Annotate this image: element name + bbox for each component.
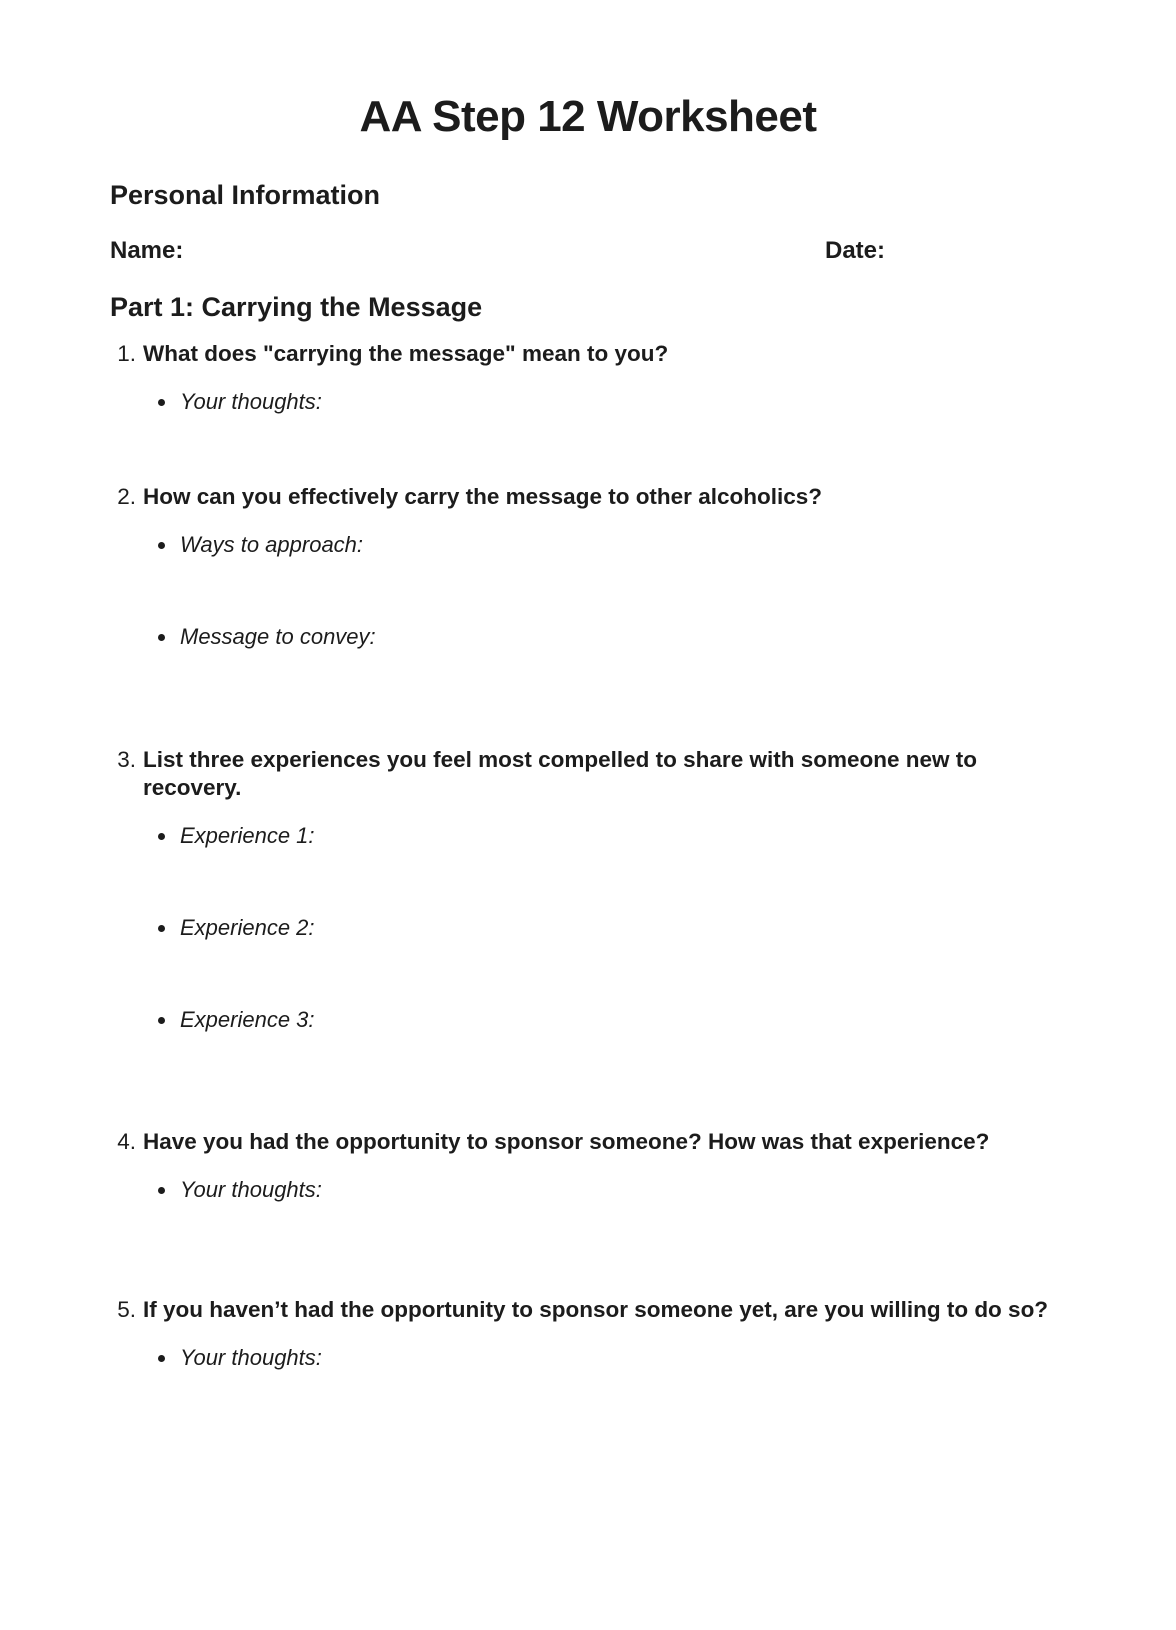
question-4-answers [110, 1176, 1066, 1204]
part1-heading: Part 1: Carrying the Message [110, 292, 483, 322]
question-5-bullet-1-label: Your thoughts: [180, 1345, 322, 1370]
question-3-answers [110, 822, 1066, 1034]
question-4 [110, 1128, 1066, 1204]
question-5-row [110, 1296, 1066, 1324]
question-2-row [110, 483, 1066, 511]
question-5-bullet-1 [180, 1344, 1066, 1372]
question-3-number: 3. [117, 747, 136, 772]
question-4-bullet-1-label: Your thoughts: [180, 1177, 322, 1202]
question-5-answers [110, 1344, 1066, 1372]
question-1-row [110, 340, 1066, 368]
personal-info-heading: Personal Information [110, 180, 381, 210]
question-2-bullet-1 [180, 531, 1066, 559]
question-4-text: Have you had the opportunity to sponsor someone? How was that experience? [143, 1129, 990, 1154]
question-2-text: How can you effectively carry the message to other alcoholics? [143, 484, 822, 509]
question-3-bullet-3 [180, 1006, 1066, 1034]
question-3-bullet-2 [180, 914, 1066, 942]
question-3-bullet-1 [180, 822, 1066, 850]
question-1-number: 1. [117, 341, 136, 366]
question-1-bullet-1 [180, 388, 1066, 416]
question-3-bullet-3-label: Experience 3: [180, 1007, 315, 1032]
question-4-bullet-1 [180, 1176, 1066, 1204]
question-list [110, 340, 1066, 1372]
question-5-number: 5. [117, 1297, 136, 1322]
question-2-number: 2. [117, 484, 136, 509]
question-1-text: What does "carrying the message" mean to you? [143, 341, 669, 366]
question-2-bullet-2 [180, 623, 1066, 651]
question-2-bullet-1-label: Ways to approach: [180, 532, 364, 557]
question-1 [110, 340, 1066, 416]
question-3-text: List three experiences you feel most compelled to share with someone new to recovery. [143, 747, 977, 800]
question-3-bullet-1-label: Experience 1: [180, 823, 315, 848]
name-label: Name: [110, 237, 184, 264]
question-3 [110, 746, 1066, 1034]
question-3-row [110, 746, 1066, 802]
question-2-answers [110, 531, 1066, 651]
question-4-number: 4. [117, 1129, 136, 1154]
question-3-bullet-2-label: Experience 2: [180, 915, 315, 940]
question-5-text: If you haven’t had the opportunity to sponsor someone yet, are you willing to do so? [143, 1297, 1049, 1322]
date-label: Date: [825, 237, 886, 264]
page-title: AA Step 12 Worksheet [359, 92, 817, 141]
question-2-bullet-2-label: Message to convey: [180, 624, 376, 649]
question-5 [110, 1296, 1066, 1372]
question-1-answers [110, 388, 1066, 416]
name-date-row [110, 236, 1066, 266]
question-2 [110, 483, 1066, 651]
question-4-row [110, 1128, 1066, 1156]
question-1-bullet-1-label: Your thoughts: [180, 389, 322, 414]
